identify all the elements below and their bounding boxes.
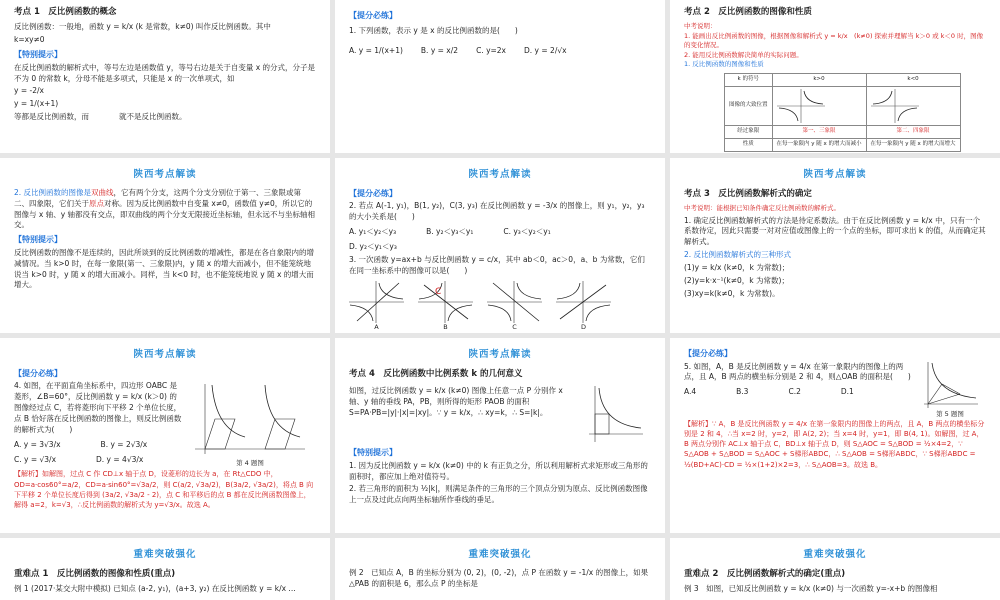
exam-note-2: 2. 能用反比例函数解决简单的实际问题。 [684,50,803,59]
option-b[interactable]: B. y₂＜y₃＜y₁ [426,227,474,237]
example-3: 例 3 如图，已知反比例函数 y = k/x (k≠0) 与一次函数 y=-x+b 的图像相 [684,584,938,594]
subsection-heading: 1. 反比例函数的图像和性质 [684,60,764,68]
question-1: 1. 下列函数，表示 y 是 x 的反比例函数的是( ) [349,25,518,35]
graph-option-d[interactable]: D [556,281,611,332]
property-text: 2. 反比例函数的图像是双曲线，它有两个分支，这两个分支分别位于第一、三象限或第二、四象限，它们关于原点对称。因为反比例函数中自变量 x≠0，函数值 y≠0，所以它的图像与 x 轴、y 轴都没有交点，即双曲线的两个分支无限接近坐标轴，但永远不与坐标轴相交。 [14,187,316,230]
figure-5: 第 5 题图 [920,360,980,419]
table-cell: 在每一象限内 y 随 x 的增大而增大 [866,139,960,152]
question-4: 4. 如图，在平面直角坐标系中，四边形 OABC 是菱形，∠B=60°，反比例函数 y = k/x (k＞0) 的图像经过点 C，若将菱形向下平移 2 个单位长度，点 B 恰好落在反比例函数的图像上，则反比例函数的解析式为( ) [14,381,182,434]
question-2: 2. 若点 A(-1, y₁)，B(1, y₂)，C(3, y₃) 在反比例函数 y = -3/x 的图像上，则 y₁，y₂，y₃ 的大小关系是( ) [349,201,645,222]
option-d[interactable]: D. y₂＜y₁＜y₃ [349,241,397,251]
figure-4: 第 4 题图 [190,379,310,469]
slide-title: 陕西考点解读 [803,169,867,180]
option-a[interactable]: A.4 [684,387,697,397]
slide-4[interactable] [0,158,330,333]
table-cell: 第一、三象限 [772,126,866,139]
section-heading: 重难点 1 反比例函数的图像和性质(重点) [14,568,176,579]
table-header: k>0 [772,74,866,87]
section-heading: 考点 1 反比例函数的概念 [14,7,117,17]
slide-title: 陕西考点解读 [468,349,532,360]
slide-11[interactable] [335,538,665,600]
tip-text: 反比例函数的图像不是连续的，因此所谈到的反比例函数的增减性，都是在各自象限内的增减情况。当 k>0 时，在每一象限(第一、三象限)内，y 随 x 的增大而减小，但不能笼统地说当 k>0 时，y 随 x 的增大而减小。同样，当 k<0 时，也不能笼统地说 y 随 x 的增大而增大。 [14,247,314,290]
example-1: 例 1 (2017·某交大附中模拟) 已知点 (a-2, y₁)，(a+3, y₂) 在反比例函数 y = k/x ... [14,584,296,594]
tip-label: 【特别提示】 [14,235,62,245]
answer-graphs [349,281,651,332]
option-d[interactable]: D. y = 4√3/x [96,454,144,464]
method-text: 1. 确定反比例函数解析式的方法是待定系数法。由于在反比例函数 y = k/x 中，只有一个系数待定，因此只需要一对对应值或图像上的一个点的坐标，即可求出 k 的值，从而确定其解析式。 [684,215,986,247]
form-2: (2)y=k·x⁻¹(k≠0，k 为常数)； [684,275,789,285]
example-formula-2: y = 1/(x+1) [14,99,59,109]
example-formula-1: y = -2/x [14,86,44,96]
option-a[interactable]: A. y₁＜y₂＜y₃ [349,227,397,237]
table-header: k 的符号 [725,74,773,87]
slide-1[interactable] [0,0,330,153]
subsection-heading: 2. 反比例函数解析式的三种形式 [684,250,792,260]
definition-text: 反比例函数：一般地，函数 y = k/x (k 是常数，k≠0) 叫作反比例函数。其中 [14,22,271,32]
option-d[interactable]: D.1 [840,387,854,397]
slide-5[interactable] [335,158,665,333]
option-c[interactable]: C. y₃＜y₂＜y₁ [503,227,551,237]
section-heading: 考点 4 反比例函数中比例系数 k 的几何意义 [349,368,523,379]
option-b[interactable]: B. y = x/2 [420,46,459,56]
slide-title: 重难突破强化 [803,549,867,560]
option-a[interactable]: A. y = 1/(x+1) [349,46,403,56]
tip-text-2: 2. 若三角形的面积为 ½|k|，则满足条件的三角形的三个顶点分别为原点、反比例函数图像上一点及过此点向两坐标轴所作垂线的垂足。 [349,484,648,505]
practice-label: 【提分必练】 [684,349,732,358]
exam-note-1: 1. 能画出反比例函数的图像，根据图像和解析式 y = k/x (k≠0) 探索并理解当 k＞0 或 k＜0 时，图像的变化情况。 [684,31,984,50]
table-cell: 第二、四象限 [866,126,960,139]
practice-label: 【提分必练】 [14,368,62,378]
slide-10[interactable] [0,538,330,600]
table-row-label: 性质 [725,139,773,152]
graph-option-b[interactable]: B [418,281,473,332]
slide-6[interactable] [670,158,1000,333]
solution: 【解析】∵ A，B 是反比例函数 y = 4/x 在第一象限内的图像上的两点，且 A，B 两点的横坐标分别是 2 和 4，∴当 x=2 时，y=2，即 A(2, 2)；当 x=4 时，y=1，即 B(4, 1)。如解图，过 A，B 两点分别作 AC⊥x 轴于点 C，BD⊥x 轴于点 D，则 S△AOC = S△BOD = ½×4=2，∵ S△AOB + S△BOD = S△AOC + S梯形ABDC，∴ S△AOB = S梯形ABDC，∵ S梯形ABDC = ½(BD+AC)·CD = ½×(1+2)×2=3，∴ S△AOB=3。故选 B。 [684,420,985,469]
option-b[interactable]: B.3 [736,387,749,397]
option-a[interactable]: A. y = 3√3/x [14,439,61,449]
definition-note: k=xy≠0 [14,35,45,45]
slide-7[interactable] [0,338,330,533]
slide-3[interactable] [670,0,1000,153]
slide-title: 陕西考点解读 [133,169,197,180]
figure-k-area [585,384,645,444]
option-c[interactable]: C.2 [788,387,801,397]
exam-note: 中考说明：能根据已知条件确定反比例函数的解析式。 [684,204,840,213]
slide-title: 陕西考点解读 [133,349,197,360]
table-cell: 在每一象限内 y 随 x 的增大而减小 [772,139,866,152]
slide-8[interactable] [335,338,665,533]
exam-note-label: 中考说明： [684,22,717,31]
example-note: 等都是反比例函数，而 就不是反比例函数。 [14,112,187,122]
table-row-label: 图像的大致位置 [725,87,773,126]
graph-k-positive [772,87,866,126]
option-c[interactable]: C. y = √3/x [14,454,57,464]
section-heading: 重难点 2 反比例函数解析式的确定(重点) [684,568,846,579]
slide-2[interactable] [335,0,665,153]
graph-k-negative [866,87,960,126]
option-b[interactable]: B. y = 2√3/x [100,439,148,449]
section-heading: 考点 2 反比例函数的图像和性质 [684,7,812,17]
example-2: 例 2 已知点 A，B 的坐标分别为 (0, 2)，(0, -2)，点 P 在函数 y = -1/x 的图像上，如果△PAB 的面积是 6，那么点 P 的坐标是 [349,567,649,588]
answer-mark: C [435,287,442,297]
slide-12[interactable] [670,538,1000,600]
slide-title: 重难突破强化 [468,549,532,560]
section-heading: 考点 3 反比例函数解析式的确定 [684,188,812,199]
form-1: (1)y = k/x (k≠0，k 为常数)； [684,263,790,272]
practice-label: 【提分必练】 [349,188,397,198]
graph-option-a[interactable]: A [349,281,404,332]
tip-text-1: 1. 因为反比例函数 y = k/x (k≠0) 中的 k 有正负之分，所以利用解析式求矩形或三角形的面积时，都应加上绝对值符号。 [349,460,648,481]
tip-text: 在反比例函数的解析式中，等号左边是函数值 y，等号右边是关于自变量 x 的分式，分子是不为 0 的常数 k，分母不能是多项式，只能是 x 的一次单项式，如 [14,62,316,83]
slide-9[interactable] [670,338,1000,533]
geometric-meaning-text: 如图，过反比例函数 y = k/x (k≠0) 图像上任意一点 P 分别作 x 轴、y 轴的垂线 PA，PB，则所得的矩形 PAOB 的面积 S=PA·PB=|y|·|x|=|xy|。∵ y = k/x，∴ xy=k，∴ S=|k|。 [349,386,563,417]
property-table [724,73,961,152]
slide-title: 重难突破强化 [133,549,197,560]
form-3: (3)xy=k(k≠0，k 为常数)。 [684,288,780,298]
option-c[interactable]: C. y=2x [476,46,507,56]
question-5: 5. 如图，A，B 是反比例函数 y = 4/x 在第一象限内的图像上的两点，且 A，B 两点的横坐标分别是 2 和 4，则△OAB 的面积是( ) [684,361,911,382]
practice-label: 【提分必练】 [349,11,397,20]
graph-option-c[interactable]: C [487,281,542,332]
slide-title: 陕西考点解读 [468,169,532,180]
solution: 【解析】如解图，过点 C 作 CD⊥x 轴于点 D，设菱形的边长为 a，在 Rt△CDO 中，OD=a·cos60°=a/2，CD=a·sin60°=√3a/2，则 C(a/2, √3a/2)，B(3a/2, √3a/2)，将点 B 向下平移 2 个单位长度后得到 (3a/2, √3a/2 - 2)，点 C 和平移后的点 B 都在反比例函数图像上，解得 a=2，k=√3，∴反比例函数的解析式为 y=√3/x。故选 A。 [14,470,314,509]
table-header: k<0 [866,74,960,87]
tip-label: 【特别提示】 [349,448,397,458]
table-row-label: 经过象限 [725,126,773,139]
tip-label: 【特别提示】 [14,50,62,60]
option-d[interactable]: D. y = 2/√x [524,46,567,56]
question-3: 3. 一次函数 y=ax+b 与反比例函数 y = c/x，其中 ab＜0，ac＞0，a、b 为常数，它们在同一坐标系中的图像可以是( ) [349,254,645,275]
